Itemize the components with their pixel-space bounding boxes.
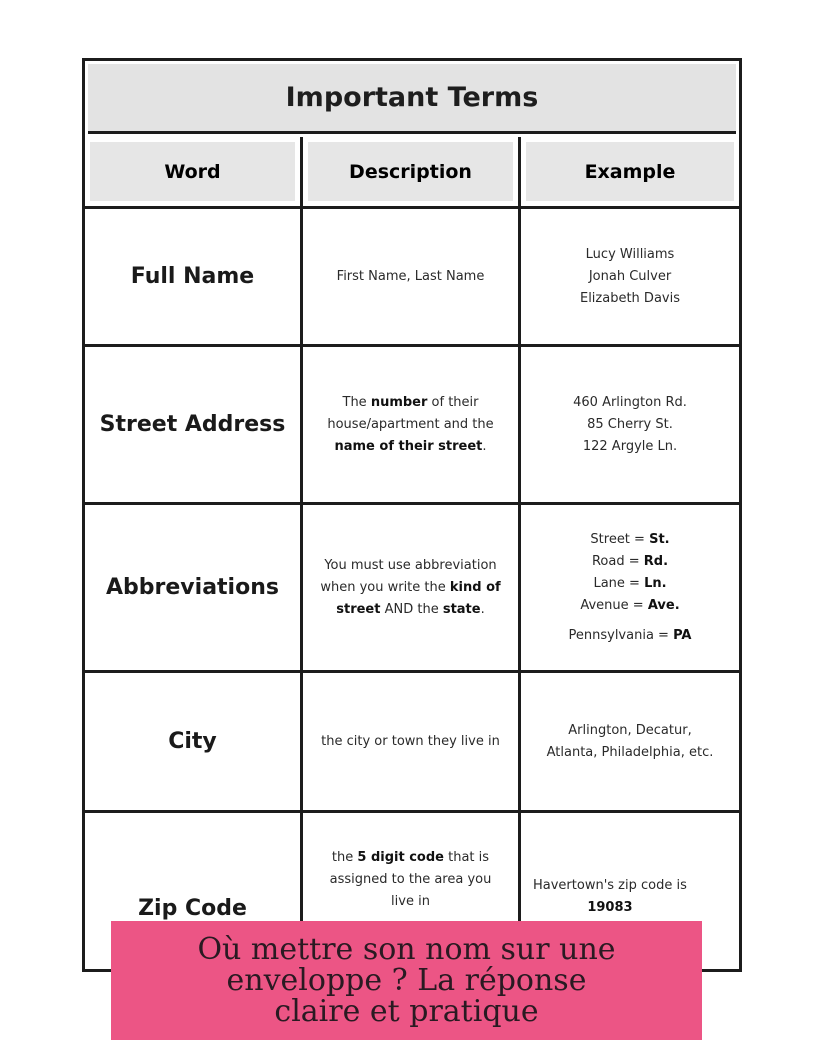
bold-segment: 5 digit code (357, 850, 444, 865)
header-description: Description (306, 140, 515, 203)
abbreviation-line (590, 529, 669, 551)
example-abbreviations (521, 505, 739, 673)
abbreviation-value: St. (649, 531, 670, 547)
banner-line-1: Où mettre son nom sur une (197, 932, 616, 967)
abbreviation-line (593, 573, 666, 595)
text-segment: The (342, 394, 371, 410)
rich-text (317, 555, 504, 621)
example-line: 460 Arlington Rd. (573, 394, 687, 410)
word-zip-code-label: Zip Code (138, 895, 247, 921)
abbreviation-line (592, 551, 668, 573)
header-description-wrap (303, 137, 521, 209)
rich-text (337, 266, 485, 288)
abbreviation-line (569, 625, 692, 647)
abbreviation-value: PA (673, 627, 692, 643)
abbreviation-term: Road = (591, 553, 644, 569)
text-segment: . (480, 601, 485, 617)
text-segment: AND the (380, 601, 443, 617)
example-street-address (521, 347, 739, 505)
example-line: 85 Cherry St. (587, 416, 673, 432)
text-segment: that is assigned to the area you live in (329, 850, 492, 909)
abbreviation-term: Street = (590, 531, 650, 547)
bold-segment: state (442, 601, 481, 617)
banner-line-3: claire et pratique (274, 994, 539, 1029)
example-line: 122 Argyle Ln. (582, 438, 678, 454)
table-title: Important Terms (88, 64, 736, 134)
example-line: Elizabeth Davis (579, 290, 680, 306)
word-full-name: Full Name (85, 209, 303, 347)
example-city (521, 673, 739, 813)
rich-text (317, 392, 504, 458)
example-line: Havertown's zip code is (533, 878, 687, 893)
abbreviation-value: Ln. (644, 575, 667, 591)
rich-text (321, 731, 500, 753)
bold-segment: number (370, 394, 428, 410)
text-segment: the city or town they live in (321, 733, 500, 749)
header-word-wrap (85, 137, 303, 209)
example-line: Arlington, Decatur, (568, 722, 692, 738)
bold-segment: name of their street (334, 438, 483, 454)
text-segment: First Name, Last Name (336, 268, 485, 284)
abbreviation-term: Pennsylvania = (568, 627, 674, 643)
text-segment: You must use abbreviation when you write the (320, 557, 497, 595)
abbreviation-term: Avenue = (580, 597, 648, 613)
abbreviation-value: Rd. (643, 553, 669, 569)
word-street-address: Street Address (85, 347, 303, 505)
terms-grid (85, 137, 739, 969)
abbreviation-value: Ave. (647, 597, 680, 613)
word-city: City (85, 673, 303, 813)
example-full-name (521, 209, 739, 347)
text-segment: the (331, 850, 358, 865)
header-example: Example (524, 140, 736, 203)
title-banner (111, 921, 702, 1040)
example-line: Jonah Culver (588, 268, 672, 284)
text-segment: . (482, 438, 487, 454)
example-line: Atlanta, Philadelphia, etc. (546, 744, 714, 760)
header-word: Word (88, 140, 297, 203)
description-full-name (303, 209, 521, 347)
banner-line-2: enveloppe ? La réponse (226, 963, 587, 998)
rich-text (330, 850, 492, 909)
description-street-address (303, 347, 521, 505)
description-city (303, 673, 521, 813)
description-abbreviations (303, 505, 521, 673)
bold-line: 19083 (587, 900, 633, 915)
abbreviation-term: Lane = (593, 575, 645, 591)
example-line: Lucy Williams (585, 246, 675, 262)
text-segment: of their house/apartment and the (327, 394, 494, 432)
bold-segment: kind of street (336, 579, 501, 617)
important-terms-table (82, 58, 742, 972)
word-abbreviations: Abbreviations (85, 505, 303, 673)
description-zip-code-text (317, 813, 504, 913)
header-example-wrap (521, 137, 739, 209)
abbreviation-line (580, 595, 679, 617)
